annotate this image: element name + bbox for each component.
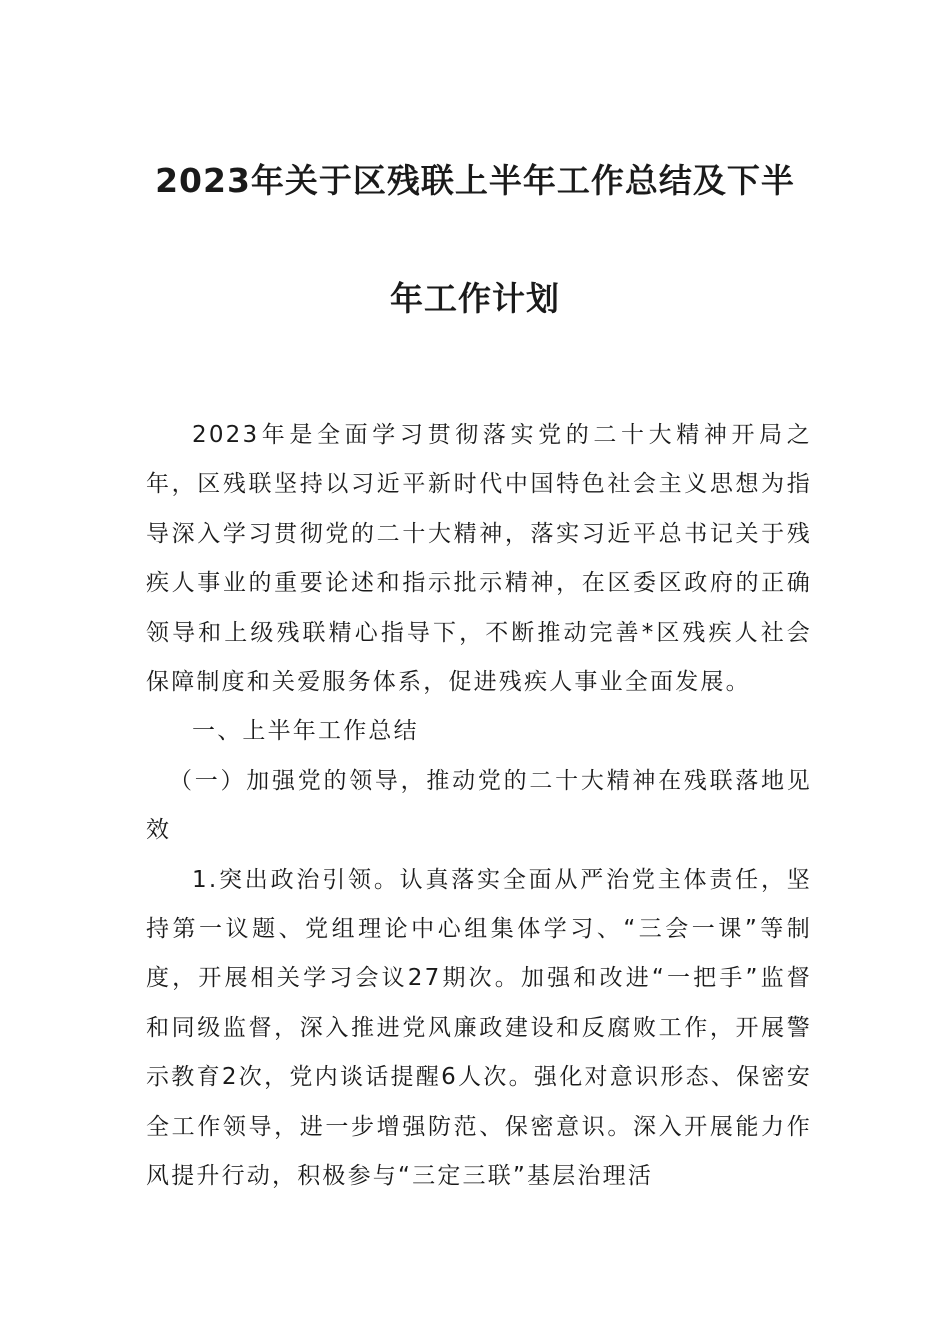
intro-paragraph: 2023年是全面学习贯彻落实党的二十大精神开局之年，区残联坚持以习近平新时代中国特色社会主义思想为指导深入学习贯彻党的二十大精神，落实习近平总书记关于残疾人事业的重要论述和指示批示精神，在区委区政府的正确领导和上级残联精心指导下，不断推动完善*区残疾人社会保障制度和关爱服务体系，促进残疾人事业全面发展。 (146, 422, 812, 696)
document-body (146, 411, 812, 1202)
document-title-line-2: 年工作计划 (390, 279, 560, 318)
body-paragraph: 1.突出政治引领。认真落实全面从严治党主体责任，坚持第一议题、党组理论中心组集体学习、“三会一课”等制度，开展相关学习会议27期次。加强和改进“一把手”监督和同级监督，深入推进党风廉政建设和反腐败工作，开展警示教育2次，党内谈话提醒6人次。强化对意识形态、保密安全工作领导，进一步增强防范、保密意识。深入开展能力作风提升行动，积极参与“三定三联”基层治理活 (146, 866, 812, 1190)
subsection-heading: （一）加强党的领导，推动党的二十大精神在残联落地见效 (146, 767, 812, 844)
document-title-line-1: 2023年关于区残联上半年工作总结及下半 (155, 161, 795, 200)
section-heading: 一、上半年工作总结 (192, 718, 419, 745)
